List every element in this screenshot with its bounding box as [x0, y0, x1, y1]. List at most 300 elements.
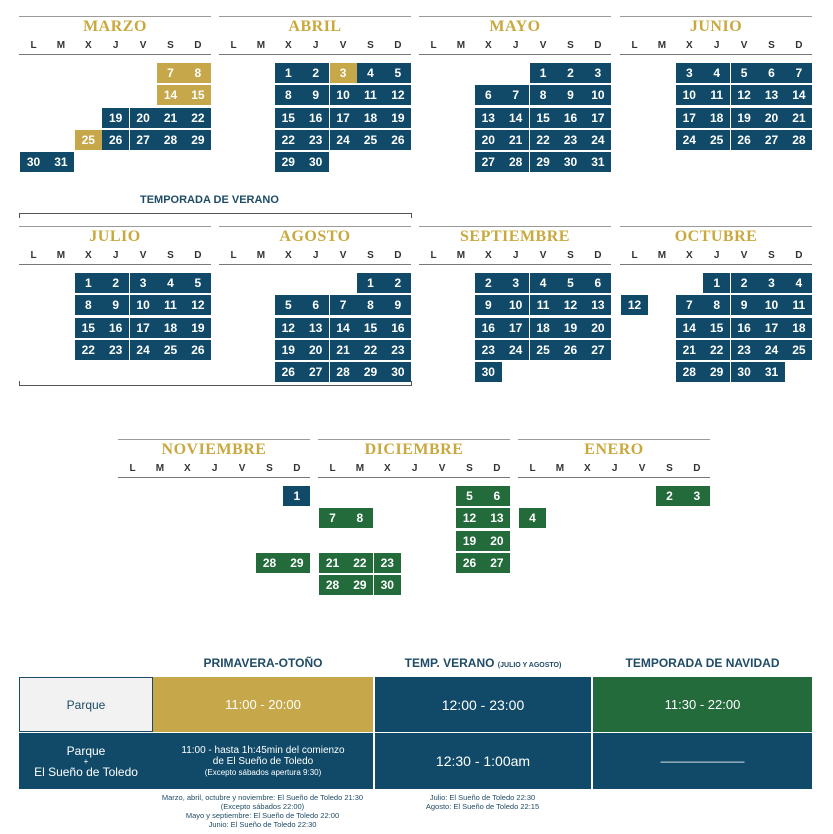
calendar-day: 3 [502, 273, 529, 293]
month-title: JULIO [19, 226, 211, 247]
calendar-day: 2 [731, 273, 758, 293]
calendar-day: 30 [20, 152, 47, 172]
calendar-day: 31 [584, 152, 611, 172]
row-park-show-label-plus: + [83, 756, 89, 766]
calendar-day: 6 [483, 486, 510, 506]
calendar-day: 1 [283, 486, 310, 506]
calendar-day: 3 [130, 273, 157, 293]
calendar-day: 12 [456, 508, 483, 528]
calendar-day: 20 [483, 531, 510, 551]
calendar-day: 24 [130, 340, 157, 360]
weekday-label: D [795, 40, 803, 51]
calendar-day: 14 [157, 85, 184, 105]
weekday-label: S [167, 250, 174, 261]
calendar-day: 17 [330, 108, 357, 128]
summer-bracket-top [19, 213, 412, 218]
calendar-day: 20 [584, 318, 611, 338]
calendar-day: 21 [502, 130, 529, 150]
calendar-day: 8 [275, 85, 302, 105]
calendar-day: 5 [384, 63, 411, 83]
weekday-label: V [339, 40, 347, 51]
calendar-day: 16 [102, 318, 129, 338]
row-park-show-label [19, 733, 153, 789]
calendar-day: 11 [703, 85, 730, 105]
calendar-day: 5 [184, 273, 211, 293]
calendar-day: 9 [102, 295, 129, 315]
calendar-day: 6 [758, 63, 785, 83]
weekday-label: S [666, 463, 673, 474]
calendar-day: 15 [357, 318, 384, 338]
weekday-header [419, 248, 611, 265]
calendar-day: 23 [374, 553, 401, 573]
calendar-day: 19 [384, 108, 411, 128]
calendar-day: 4 [357, 63, 384, 83]
weekday-header [219, 38, 411, 55]
calendar-day: 1 [357, 273, 384, 293]
calendar-day: 29 [184, 130, 211, 150]
calendar-day: 21 [157, 108, 184, 128]
calendar-day: 23 [102, 340, 129, 360]
weekday-label: V [139, 40, 147, 51]
calendar-day: 15 [75, 318, 102, 338]
calendar-day: 18 [530, 318, 557, 338]
calendar-day: 24 [502, 340, 529, 360]
calendar-day: 19 [184, 318, 211, 338]
calendar-day: 28 [256, 553, 283, 573]
calendar-day: 2 [557, 63, 584, 83]
weekday-header [620, 38, 812, 55]
calendar-day: 27 [584, 340, 611, 360]
month-agosto [219, 226, 411, 380]
calendar-day: 30 [731, 362, 758, 382]
calendar-day: 21 [676, 340, 703, 360]
calendar-day: 16 [557, 108, 584, 128]
weekday-label: D [293, 463, 301, 474]
weekday-label: V [740, 250, 748, 261]
weekday-label: M [355, 463, 365, 474]
calendar-day: 30 [374, 575, 401, 595]
calendar-day: 11 [357, 85, 384, 105]
weekday-header [419, 38, 611, 55]
calendar-day: 13 [483, 508, 510, 528]
calendar-day: 16 [302, 108, 329, 128]
calendar-day: 16 [475, 318, 502, 338]
weekday-label: M [256, 250, 266, 261]
calendar-day: 4 [703, 63, 730, 83]
calendar-day: 20 [302, 340, 329, 360]
calendar-day: 10 [130, 295, 157, 315]
calendar-day: 8 [184, 63, 211, 83]
park-show-christmas-hours: ——————— [593, 733, 812, 789]
summer-bracket-bottom [19, 381, 412, 386]
weekday-label: X [183, 463, 191, 474]
calendar-day: 2 [656, 486, 683, 506]
calendar-day: 25 [785, 340, 812, 360]
calendar-day: 23 [475, 340, 502, 360]
calendar-day: 22 [184, 108, 211, 128]
calendar-day: 8 [75, 295, 102, 315]
month-title: JUNIO [620, 16, 812, 37]
calendar-day: 8 [346, 508, 373, 528]
weekday-header [19, 38, 211, 55]
weekday-label: L [30, 250, 37, 261]
calendar-day: 24 [330, 130, 357, 150]
weekday-label: D [693, 463, 701, 474]
weekday-label: S [768, 40, 775, 51]
calendar-day: 4 [519, 508, 546, 528]
weekday-label: X [84, 250, 92, 261]
calendar-day: 9 [557, 85, 584, 105]
calendar-day: 24 [676, 130, 703, 150]
calendar-day: 29 [703, 362, 730, 382]
calendar-day: 25 [703, 130, 730, 150]
calendar-day: 2 [384, 273, 411, 293]
weekday-label: V [638, 463, 646, 474]
note-summer-2: Agosto: El Sueño de Toledo 22:15 [425, 802, 540, 811]
header-christmas: TEMPORADA DE NAVIDAD [625, 656, 780, 670]
calendar-day: 17 [130, 318, 157, 338]
month-title: AGOSTO [219, 226, 411, 247]
weekday-label: V [139, 250, 147, 261]
weekday-label: X [685, 250, 693, 261]
calendar-day: 31 [758, 362, 785, 382]
weekday-label: L [430, 250, 437, 261]
weekday-label: M [155, 463, 165, 474]
calendar-day: 9 [384, 295, 411, 315]
calendar-day: 2 [475, 273, 502, 293]
calendar-day: 28 [330, 362, 357, 382]
calendar-day: 15 [703, 318, 730, 338]
park-show-spring-line3: (Excepto sábados apertura 9:30) [204, 767, 322, 777]
calendar-day: 30 [557, 152, 584, 172]
header-summer-text: TEMP. VERANO [404, 656, 495, 670]
calendar-day: 28 [676, 362, 703, 382]
calendar-day: 15 [275, 108, 302, 128]
weekday-header [118, 461, 310, 478]
calendar-day: 3 [676, 63, 703, 83]
month-diciembre [318, 439, 510, 593]
calendar-day: 25 [75, 130, 102, 150]
calendar-day: 8 [703, 295, 730, 315]
weekday-label: J [512, 250, 519, 261]
weekday-label: J [713, 250, 720, 261]
weekday-label: X [383, 463, 391, 474]
calendar-day: 28 [785, 130, 812, 150]
calendar-day: 11 [785, 295, 812, 315]
weekday-label: J [312, 250, 319, 261]
calendar-day: 26 [731, 130, 758, 150]
calendar-day: 22 [75, 340, 102, 360]
weekday-label: S [167, 40, 174, 51]
note-spring-1: Marzo, abril, octubre y noviembre: El Sueño de Toledo 21:30 [161, 793, 364, 802]
month-title: MAYO [419, 16, 611, 37]
weekday-label: L [230, 40, 237, 51]
weekday-label: J [112, 40, 119, 51]
calendar-day: 8 [357, 295, 384, 315]
calendar-day: 1 [530, 63, 557, 83]
weekday-label: J [611, 463, 618, 474]
park-spring-hours: 11:00 - 20:00 [153, 677, 373, 732]
calendar-day: 27 [302, 362, 329, 382]
calendar-day: 5 [456, 486, 483, 506]
weekday-header [518, 461, 710, 478]
calendar-day: 5 [731, 63, 758, 83]
weekday-header [219, 248, 411, 265]
calendar-day: 4 [530, 273, 557, 293]
note-spring-2: (Excepto sábados 22:00) [220, 802, 305, 811]
calendar-day: 18 [157, 318, 184, 338]
calendar-day: 19 [102, 108, 129, 128]
calendar-day: 24 [584, 130, 611, 150]
weekday-label: M [456, 250, 466, 261]
month-title: ENERO [518, 439, 710, 460]
month-abril [219, 16, 411, 170]
calendar-day: 6 [302, 295, 329, 315]
calendar-day: 27 [758, 130, 785, 150]
calendar-day: 2 [302, 63, 329, 83]
calendar-day: 29 [357, 362, 384, 382]
summer-season-label: TEMPORADA DE VERANO [140, 194, 279, 206]
calendar-day: 11 [157, 295, 184, 315]
calendar-day: 28 [502, 152, 529, 172]
calendar-day: 6 [475, 85, 502, 105]
calendar-day: 20 [130, 108, 157, 128]
calendar-day: 22 [357, 340, 384, 360]
calendar-day: 28 [319, 575, 346, 595]
weekday-label: D [493, 463, 501, 474]
weekday-label: M [555, 463, 565, 474]
header-spring-autumn: PRIMAVERA-OTOÑO [203, 656, 323, 670]
header-summer-months: (JULIO Y AGOSTO) [497, 662, 562, 669]
calendar-day: 10 [676, 85, 703, 105]
calendar-day: 22 [703, 340, 730, 360]
calendar-day: 22 [275, 130, 302, 150]
weekday-label: L [631, 40, 638, 51]
weekday-label: V [339, 250, 347, 261]
weekday-label: D [795, 250, 803, 261]
park-show-spring-hours [153, 733, 373, 789]
month-title: NOVIEMBRE [118, 439, 310, 460]
calendar-day: 10 [758, 295, 785, 315]
calendar-day: 27 [130, 130, 157, 150]
calendar-day: 30 [384, 362, 411, 382]
weekday-label: D [194, 250, 202, 261]
calendar-day: 14 [785, 85, 812, 105]
weekday-label: D [594, 40, 602, 51]
month-title: DICIEMBRE [318, 439, 510, 460]
calendar-day: 22 [530, 130, 557, 150]
weekday-header [620, 248, 812, 265]
weekday-header [19, 248, 211, 265]
weekday-label: S [567, 250, 574, 261]
calendar-day: 9 [302, 85, 329, 105]
month-octubre [620, 226, 812, 380]
calendar-day: 8 [530, 85, 557, 105]
calendar-day: 17 [758, 318, 785, 338]
month-junio [620, 16, 812, 146]
weekday-label: S [567, 40, 574, 51]
calendar-day: 20 [475, 130, 502, 150]
calendar-day: 5 [557, 273, 584, 293]
weekday-label: X [84, 40, 92, 51]
calendar-day: 14 [330, 318, 357, 338]
weekday-label: S [768, 250, 775, 261]
weekday-label: S [367, 40, 374, 51]
weekday-label: L [529, 463, 536, 474]
weekday-label: D [194, 40, 202, 51]
calendar-day: 22 [346, 553, 373, 573]
month-title: OCTUBRE [620, 226, 812, 247]
calendar-day: 1 [703, 273, 730, 293]
weekday-label: J [211, 463, 218, 474]
park-summer-hours: 12:00 - 23:00 [375, 677, 591, 732]
calendar-day: 17 [584, 108, 611, 128]
notes-spring [140, 793, 385, 829]
weekday-label: X [284, 250, 292, 261]
calendar-day: 7 [785, 63, 812, 83]
calendar-day: 21 [330, 340, 357, 360]
calendar-day: 13 [584, 295, 611, 315]
calendar-day: 10 [330, 85, 357, 105]
weekday-label: V [539, 250, 547, 261]
weekday-label: L [631, 250, 638, 261]
weekday-label: X [484, 250, 492, 261]
calendar-day: 14 [502, 108, 529, 128]
calendar-day: 26 [384, 130, 411, 150]
calendar-day: 10 [584, 85, 611, 105]
weekday-label: L [329, 463, 336, 474]
calendar-day: 30 [475, 362, 502, 382]
weekday-label: X [685, 40, 693, 51]
calendar-day: 13 [758, 85, 785, 105]
calendar-day: 15 [530, 108, 557, 128]
calendar-day: 21 [785, 108, 812, 128]
calendar-day: 31 [47, 152, 74, 172]
calendar-day: 17 [502, 318, 529, 338]
weekday-label: M [456, 40, 466, 51]
calendar-day: 18 [785, 318, 812, 338]
month-marzo [19, 16, 211, 170]
calendar-day: 3 [330, 63, 357, 83]
note-summer-1: Julio: El Sueño de Toledo 22:30 [429, 793, 536, 802]
calendar-day: 3 [683, 486, 710, 506]
calendar-day: 26 [102, 130, 129, 150]
calendar-day: 11 [530, 295, 557, 315]
weekday-label: X [484, 40, 492, 51]
calendar-day: 4 [157, 273, 184, 293]
calendar-day: 16 [384, 318, 411, 338]
calendar-day: 23 [731, 340, 758, 360]
calendar-day: 26 [557, 340, 584, 360]
weekday-label: D [394, 40, 402, 51]
weekday-label: S [367, 250, 374, 261]
header-summer [375, 656, 591, 670]
park-show-spring-line2: de El Sueño de Toledo [212, 755, 314, 767]
weekday-label: M [256, 40, 266, 51]
row-park-label-text: Parque [66, 697, 106, 712]
weekday-label: L [230, 250, 237, 261]
month-noviembre [118, 439, 310, 569]
weekday-header [318, 461, 510, 478]
calendar-day: 29 [275, 152, 302, 172]
calendar-day: 7 [319, 508, 346, 528]
calendar-day: 23 [384, 340, 411, 360]
month-title: MARZO [19, 16, 211, 37]
calendar-day: 25 [530, 340, 557, 360]
calendar-day: 18 [703, 108, 730, 128]
calendar-day: 23 [557, 130, 584, 150]
weekday-label: V [238, 463, 246, 474]
weekday-label: S [466, 463, 473, 474]
weekday-label: M [657, 250, 667, 261]
calendar-day: 7 [157, 63, 184, 83]
calendar-day: 23 [302, 130, 329, 150]
calendar-day: 26 [456, 553, 483, 573]
calendar-day: 12 [557, 295, 584, 315]
weekday-label: X [583, 463, 591, 474]
weekday-label: M [56, 40, 66, 51]
calendar-day: 30 [302, 152, 329, 172]
calendar-day: 27 [475, 152, 502, 172]
weekday-label: D [394, 250, 402, 261]
calendar-day: 9 [731, 295, 758, 315]
row-park-label [19, 677, 153, 732]
calendar-day: 19 [731, 108, 758, 128]
park-christmas-hours: 11:30 - 22:00 [593, 677, 812, 732]
calendar-day: 28 [157, 130, 184, 150]
calendar-day: 4 [785, 273, 812, 293]
weekday-label: L [430, 40, 437, 51]
calendar-day: 14 [676, 318, 703, 338]
calendar-day: 26 [275, 362, 302, 382]
note-spring-4: Junio: El Sueño de Toledo 22:30 [208, 820, 317, 829]
calendar-day: 29 [283, 553, 310, 573]
calendar-day: 3 [758, 273, 785, 293]
calendar-day: 15 [184, 85, 211, 105]
weekday-label: V [740, 40, 748, 51]
calendar-day: 19 [275, 340, 302, 360]
calendar-day: 19 [456, 531, 483, 551]
row-park-show-label-line2: El Sueño de Toledo [34, 764, 138, 779]
weekday-label: L [129, 463, 136, 474]
row-park-show-label-line1: Parque [66, 743, 106, 758]
calendar-day: 10 [502, 295, 529, 315]
calendar-day: 21 [319, 553, 346, 573]
weekday-label: L [30, 40, 37, 51]
weekday-label: V [539, 40, 547, 51]
calendar-day: 13 [302, 318, 329, 338]
calendar-day: 25 [357, 130, 384, 150]
park-show-summer-hours: 12:30 - 1:00am [375, 733, 591, 789]
calendar-day: 1 [75, 273, 102, 293]
weekday-label: S [266, 463, 273, 474]
calendar-day: 12 [184, 295, 211, 315]
calendar-day: 2 [102, 273, 129, 293]
calendar-day: 12 [731, 85, 758, 105]
month-mayo [419, 16, 611, 170]
calendar-day: 12 [275, 318, 302, 338]
calendar-day: 7 [676, 295, 703, 315]
calendar-day: 19 [557, 318, 584, 338]
month-title: SEPTIEMBRE [419, 226, 611, 247]
weekday-label: J [411, 463, 418, 474]
weekday-label: J [112, 250, 119, 261]
weekday-label: X [284, 40, 292, 51]
calendar-day: 7 [330, 295, 357, 315]
calendar-day: 26 [184, 340, 211, 360]
park-show-spring-line1: 11:00 - hasta 1h:45min del comienzo [181, 744, 345, 756]
calendar-day: 1 [275, 63, 302, 83]
